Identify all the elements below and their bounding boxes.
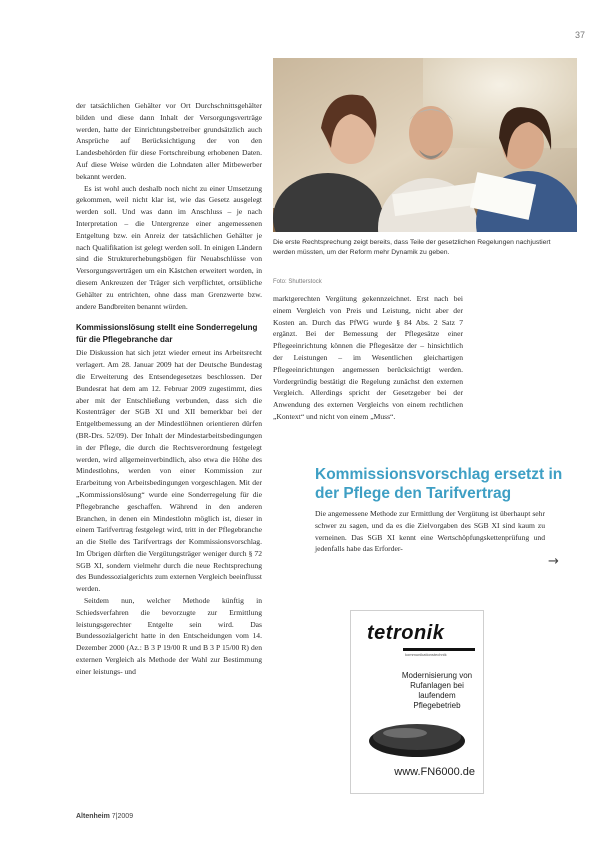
- left-body-paragraph-1: Die Diskussion hat sich jetzt wieder erneut ins Arbeitsrecht verlagert. Am 28. Januar 2009 hat der Deutsche Bundestag die Erweiterung des Entsendegesetzes beschlossen. Der Bundesrat hat dem am 12. Februar 2009 zugestimmt, dies aber mit der Entschließung verbunden, dass sich die Kostenträger der SGB XI und XII bemerkbar bei der Entgeltbemessung an der Mindestlöhnen orientieren dürfen (BR-Drs. 52/09). Der Inhalt der Mindestarbeitsbedingungen in der Pflege, die durch die Rechtsverordnung festgelegt werden, wird allgemeinverbindlich, also etwa die Höhe des Mindestlohns, werden von einer Kommission zur Erarbeitung von Arbeitsbedingungen vorgeschlagen. Mit der „Kommissionslösung“ wurde eine Sonderregelung für die Pflegebranche geschaffen. Während in den anderen Branchen, in denen ein Mindestlohn möglich ist, dieser in einem Tarifvertrag festgelegt wird, tritt in der Pflegebranche an die Stelle des Tarifvertrags der Kommissionsvorschlag. Im Übrigen dürften die Vergütungsträger weniger durch § 72 SGB XI, sondern vielmehr durch die neue Rechtsprechung des Bundessozialgerichts zum externen Vergleich beeinflusst werden.: [76, 348, 262, 594]
- ad-tagline-line-3: laufendem: [418, 691, 456, 700]
- left-intro-paragraph-2: Es ist wohl auch deshalb noch nicht zu einer Umsetzung gekommen, weil nicht klar ist, wie das Gesetz ausgelegt werden soll. Und was dann im Anschluss – je nach Interpretation – die Untergrenze einer angemessenen Entgeltung bzw. ein Anreiz der tatsächlichen Gehälter je nach Qualifikation ist gelegt werden soll. In einigen Ländern sind die Strukturerhebungsbögen für Neuabschlüsse von Versorgungsverträgen um ein Kästchen erweitert worden, in diesem Ankreuzen der Träger sich verpflichtet, ortsübliche Gehälter zu entrichten, ohne dass man Grenzwerte bzw. andere Bandbreiten benannt würden.: [76, 183, 262, 311]
- article-headline: Kommissionsvorschlag ersetzt in der Pflege den Tarifvertrag: [315, 466, 563, 502]
- ad-website-link[interactable]: www.FN6000.de: [394, 766, 475, 778]
- ad-brand-subline: kommunikationstechnik: [405, 652, 447, 657]
- page-number: 37: [575, 30, 586, 40]
- section-subheading: Kommissionslösung stellt eine Sonderregelung für die Pflegebranche dar: [76, 323, 258, 344]
- ad-brand-logo: tetronik: [367, 622, 445, 644]
- left-column: [76, 100, 262, 678]
- left-intro-paragraph-1: der tatsächlichen Gehälter vor Ort Durchschnittsgehälter bilden und diese dann Inhalt der Versorgungsverträge werden, hatte der Einrichtungsbetreiber grundsätzlich auch Ansprüche auf Berücksichtigung der von den Landesbehörden für diese Fortschreibung erhobenen Daten. Auf diese Weise würden die Lohndaten aller Mitbewerber bekannt werden.: [76, 101, 262, 181]
- photo-caption: Die erste Rechtsprechung zeigt bereits, dass Teile der gesetzlichen Regelungen nachjustiert werden müssten, um der Reform mehr Dynamik zu geben.: [273, 239, 551, 256]
- page-footer: [76, 813, 133, 820]
- right-column-lower: [315, 508, 545, 555]
- photo-credit: Foto: Shutterstock: [273, 279, 322, 285]
- continue-arrow-icon: →: [548, 554, 559, 569]
- ad-logo-underline: [403, 648, 475, 651]
- ad-tagline: [395, 671, 479, 711]
- ad-tagline-line-4: Pflegebetrieb: [413, 701, 461, 710]
- right-paragraph: marktgerechten Vergütung gekennzeichnet. Erst nach bei einem Vergleich von Preis und Leistung, nicht aber der Kosten an. Durch das PfWG wurde § 84 Abs. 2 Satz 7 ergänzt. Bei der Bemessung der Pflegesätze einer Pflegeeinrichtung können die Pflegesätze der – hinsichtlich der Leistungen – im Wesentlichen gleichartigen Pflegeeinrichtungen angemessen berücksichtigt werden. Vordergründig bestätigt die Regelung zunächst den externen Vergleich. Allerdings spricht der Gesetzgeber bei der Anwendung des externen Vergleichs von einem rechtlichen „Kontext“ und nicht von einem „Muss“.: [273, 294, 463, 421]
- left-body-paragraph-2: Seitdem nun, welcher Methode künftig in Schiedsverfahren die bevorzugte zur Ermittlung leistungsgerechter Entgelte sein wird. Das Bundessozialgericht hatte in den Entscheidungen vom 14. Dezember 2000 (Az.: B 3 P 19/00 R und B 3 P 15/00 R) den externen Vergleich als Methode der Wahl zur Bestimmung einer leistungs- und: [76, 596, 262, 676]
- footer-issue: 7|2009: [111, 813, 134, 820]
- right-column: [273, 293, 463, 423]
- right-lower-paragraph: Die angemessene Methode zur Ermittlung der Vergütung ist überhaupt sehr schwer zu sagen, und da es die Zielvorgaben des SGB XI sind kaum zu verneinen. Das SGB XI kennt eine Wertschöpfungskettenprüfung und jedenfalls habe das Erforder-: [315, 509, 545, 554]
- article-photo: [273, 58, 577, 232]
- nurse-call-device-icon: [365, 711, 469, 761]
- ad-tagline-line-2: Rufanlagen bei: [410, 681, 464, 690]
- photo-three-people-reviewing-documents: [273, 58, 577, 232]
- footer-magazine-name: Altenheim: [76, 813, 110, 820]
- advertisement[interactable]: [350, 610, 484, 794]
- ad-tagline-line-1: Modernisierung von: [401, 671, 473, 680]
